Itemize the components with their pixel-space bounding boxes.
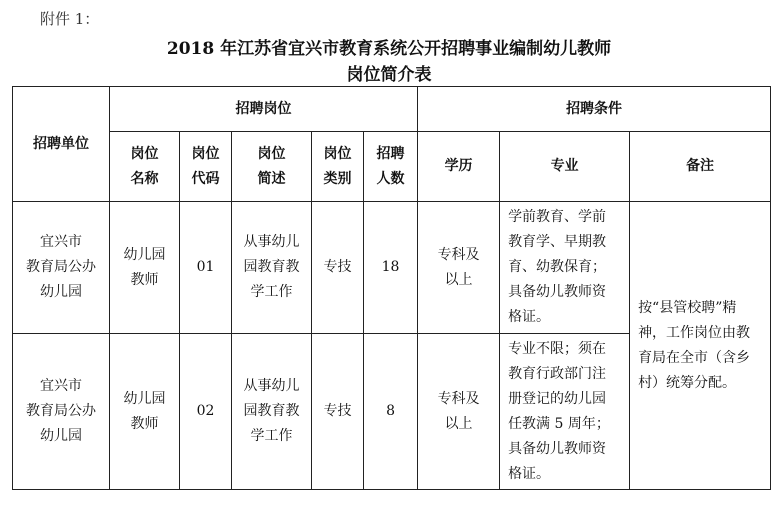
header-conditions-group: 招聘条件 — [418, 87, 771, 132]
document-subtitle: 岗位简介表 — [346, 65, 432, 85]
cell-position-type: 专技 — [312, 202, 364, 334]
cell-position-type: 专技 — [312, 334, 364, 490]
header-unit: 招聘单位 — [13, 87, 110, 202]
header-major: 专业 — [500, 132, 630, 202]
header-positions-group: 招聘岗位 — [110, 87, 418, 132]
attachment-label: 附件 1： — [40, 10, 100, 28]
header-position-type: 岗位 类别 — [312, 132, 364, 202]
header-position-code: 岗位 代码 — [180, 132, 232, 202]
document-title: 2018 年江苏省宜兴市教育系统公开招聘事业编制幼儿教师 — [166, 39, 612, 59]
cell-position-name: 幼儿园 教师 — [110, 334, 180, 490]
table-row — [13, 202, 771, 334]
cell-education: 专科及 以上 — [418, 334, 500, 490]
header-education: 学历 — [418, 132, 500, 202]
cell-position-name: 幼儿园 教师 — [110, 202, 180, 334]
cell-position-desc: 从事幼儿 园教育教 学工作 — [232, 202, 312, 334]
header-position-name: 岗位 名称 — [110, 132, 180, 202]
header-position-desc: 岗位 简述 — [232, 132, 312, 202]
cell-major: 学前教育、学前 教育学、早期教 育、幼教保育； 具备幼儿教师资 格证。 — [500, 202, 630, 334]
cell-notes: 按“县管校聘”精 神，工作岗位由教 育局在全市（含乡 村）统筹分配。 — [630, 202, 771, 490]
cell-unit: 宜兴市 教育局公办 幼儿园 — [13, 202, 110, 334]
cell-unit: 宜兴市 教育局公办 幼儿园 — [13, 334, 110, 490]
cell-major: 专业不限；须在 教育行政部门注 册登记的幼儿园 任教满 5 周年； 具备幼儿教师资 格证。 — [500, 334, 630, 490]
cell-count: 18 — [364, 202, 418, 334]
cell-position-code: 01 — [180, 202, 232, 334]
cell-count: 8 — [364, 334, 418, 490]
position-table — [12, 86, 771, 490]
header-count: 招聘 人数 — [364, 132, 418, 202]
header-notes: 备注 — [630, 132, 771, 202]
cell-position-desc: 从事幼儿 园教育教 学工作 — [232, 334, 312, 490]
cell-education: 专科及 以上 — [418, 202, 500, 334]
cell-position-code: 02 — [180, 334, 232, 490]
